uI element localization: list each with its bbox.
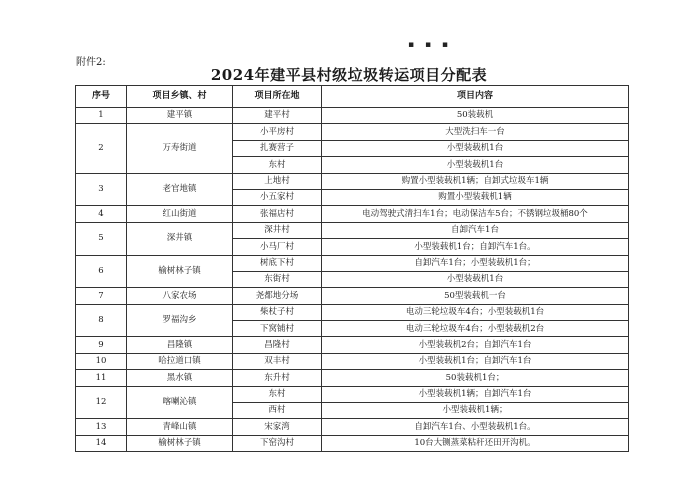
- cell-location: 柴杖子村: [233, 304, 322, 320]
- cell-no: 11: [76, 370, 127, 386]
- cell-location: 小平房村: [233, 124, 322, 140]
- cell-content: 50装载机1台；: [322, 370, 629, 386]
- table-row: [76, 173, 629, 189]
- cell-location: 树底下村: [233, 255, 322, 271]
- cell-location: 东街村: [233, 271, 322, 287]
- cell-location: 东村: [233, 157, 322, 173]
- cell-no: 7: [76, 288, 127, 304]
- cell-content: 电动三轮垃圾车4台；小型装载机1台: [322, 304, 629, 320]
- cell-location: 尧都地分场: [233, 288, 322, 304]
- cell-location: 上地村: [233, 173, 322, 189]
- cell-content: 小型装载机1台: [322, 140, 629, 156]
- cell-township: 黑水镇: [127, 370, 233, 386]
- document-title: 2024年建平县村级垃圾转运项目分配表: [210, 66, 488, 84]
- cell-location: 小马厂村: [233, 239, 322, 255]
- cell-township: 昌隆镇: [127, 337, 233, 353]
- column-header-location: 项目所在地: [233, 86, 322, 108]
- cell-no: 5: [76, 222, 127, 255]
- cell-location: 深井村: [233, 222, 322, 238]
- cell-no: 12: [76, 386, 127, 419]
- table-row: [76, 304, 629, 320]
- cell-location: 下窑沟村: [233, 435, 322, 451]
- table-row: [76, 108, 629, 124]
- table-row: [76, 222, 629, 238]
- table-row: [76, 255, 629, 271]
- cell-no: 6: [76, 255, 127, 288]
- cell-content: 小型装载机2台；自卸汽车1台: [322, 337, 629, 353]
- cell-no: 1: [76, 108, 127, 124]
- cell-no: 14: [76, 435, 127, 451]
- cell-location: 宋家湾: [233, 419, 322, 435]
- cell-township: 喀喇沁镇: [127, 386, 233, 419]
- cell-content: 50装载机: [322, 108, 629, 124]
- cell-township: 青峰山镇: [127, 419, 233, 435]
- cell-content: 购置小型装载机1辆: [322, 189, 629, 205]
- cell-township: 深井镇: [127, 222, 233, 255]
- table-row: [76, 288, 629, 304]
- cell-location: 下窝铺村: [233, 321, 322, 337]
- cell-location: 西村: [233, 403, 322, 419]
- allocation-table: [75, 85, 629, 452]
- cell-location: 建平村: [233, 108, 322, 124]
- column-header-no: 序号: [76, 86, 127, 108]
- cell-no: 2: [76, 124, 127, 173]
- scan-marks: ▪ ▪ ▪: [408, 40, 453, 50]
- cell-no: 13: [76, 419, 127, 435]
- cell-content: 大型洗扫车一台: [322, 124, 629, 140]
- column-header-content: 项目内容: [322, 86, 629, 108]
- cell-township: 榆树林子镇: [127, 255, 233, 288]
- cell-content: 10台大铡蒸菜粘秆还田开沟机。: [322, 435, 629, 451]
- table-row: [76, 353, 629, 369]
- cell-content: 小型装载机1辆；: [322, 403, 629, 419]
- cell-content: 50型装载机一台: [322, 288, 629, 304]
- cell-content: 小型装载机1台: [322, 271, 629, 287]
- cell-location: 张福店村: [233, 206, 322, 222]
- cell-location: 东村: [233, 386, 322, 402]
- cell-township: 哈拉道口镇: [127, 353, 233, 369]
- table-row: [76, 370, 629, 386]
- attachment-label: 附件2:: [76, 57, 106, 68]
- cell-content: 自卸汽车1台；小型装载机1台；: [322, 255, 629, 271]
- cell-township: 建平镇: [127, 108, 233, 124]
- table-row: [76, 337, 629, 353]
- cell-content: 小型装载机1台: [322, 157, 629, 173]
- cell-content: 购置小型装载机1辆；自卸式垃圾车1辆: [322, 173, 629, 189]
- cell-content: 自卸汽车1台: [322, 222, 629, 238]
- cell-no: 9: [76, 337, 127, 353]
- table-body: [76, 108, 629, 452]
- cell-location: 扎赛营子: [233, 140, 322, 156]
- cell-township: 罗福沟乡: [127, 304, 233, 337]
- cell-content: 自卸汽车1台、小型装载机1台。: [322, 419, 629, 435]
- cell-no: 4: [76, 206, 127, 222]
- cell-location: 东升村: [233, 370, 322, 386]
- cell-no: 10: [76, 353, 127, 369]
- cell-township: 万寿街道: [127, 124, 233, 173]
- column-header-township: 项目乡镇、村: [127, 86, 233, 108]
- cell-location: 双丰村: [233, 353, 322, 369]
- table-header-row: [76, 86, 629, 108]
- table-row: [76, 435, 629, 451]
- table-row: [76, 386, 629, 402]
- cell-location: 小五家村: [233, 189, 322, 205]
- cell-township: 红山街道: [127, 206, 233, 222]
- cell-content: 电动驾驶式清扫车1台；电动保洁车5台；不锈钢垃圾桶80个: [322, 206, 629, 222]
- table-row: [76, 419, 629, 435]
- cell-location: 昌隆村: [233, 337, 322, 353]
- cell-township: 八家农场: [127, 288, 233, 304]
- cell-township: 老官地镇: [127, 173, 233, 206]
- cell-content: 电动三轮垃圾车4台；小型装载机2台: [322, 321, 629, 337]
- cell-content: 小型装载机1辆；自卸汽车1台: [322, 386, 629, 402]
- cell-no: 3: [76, 173, 127, 206]
- table-row: [76, 124, 629, 140]
- cell-content: 小型装载机1台；自卸汽车1台: [322, 353, 629, 369]
- cell-content: 小型装载机1台；自卸汽车1台。: [322, 239, 629, 255]
- cell-no: 8: [76, 304, 127, 337]
- table-row: [76, 206, 629, 222]
- cell-township: 榆树林子镇: [127, 435, 233, 451]
